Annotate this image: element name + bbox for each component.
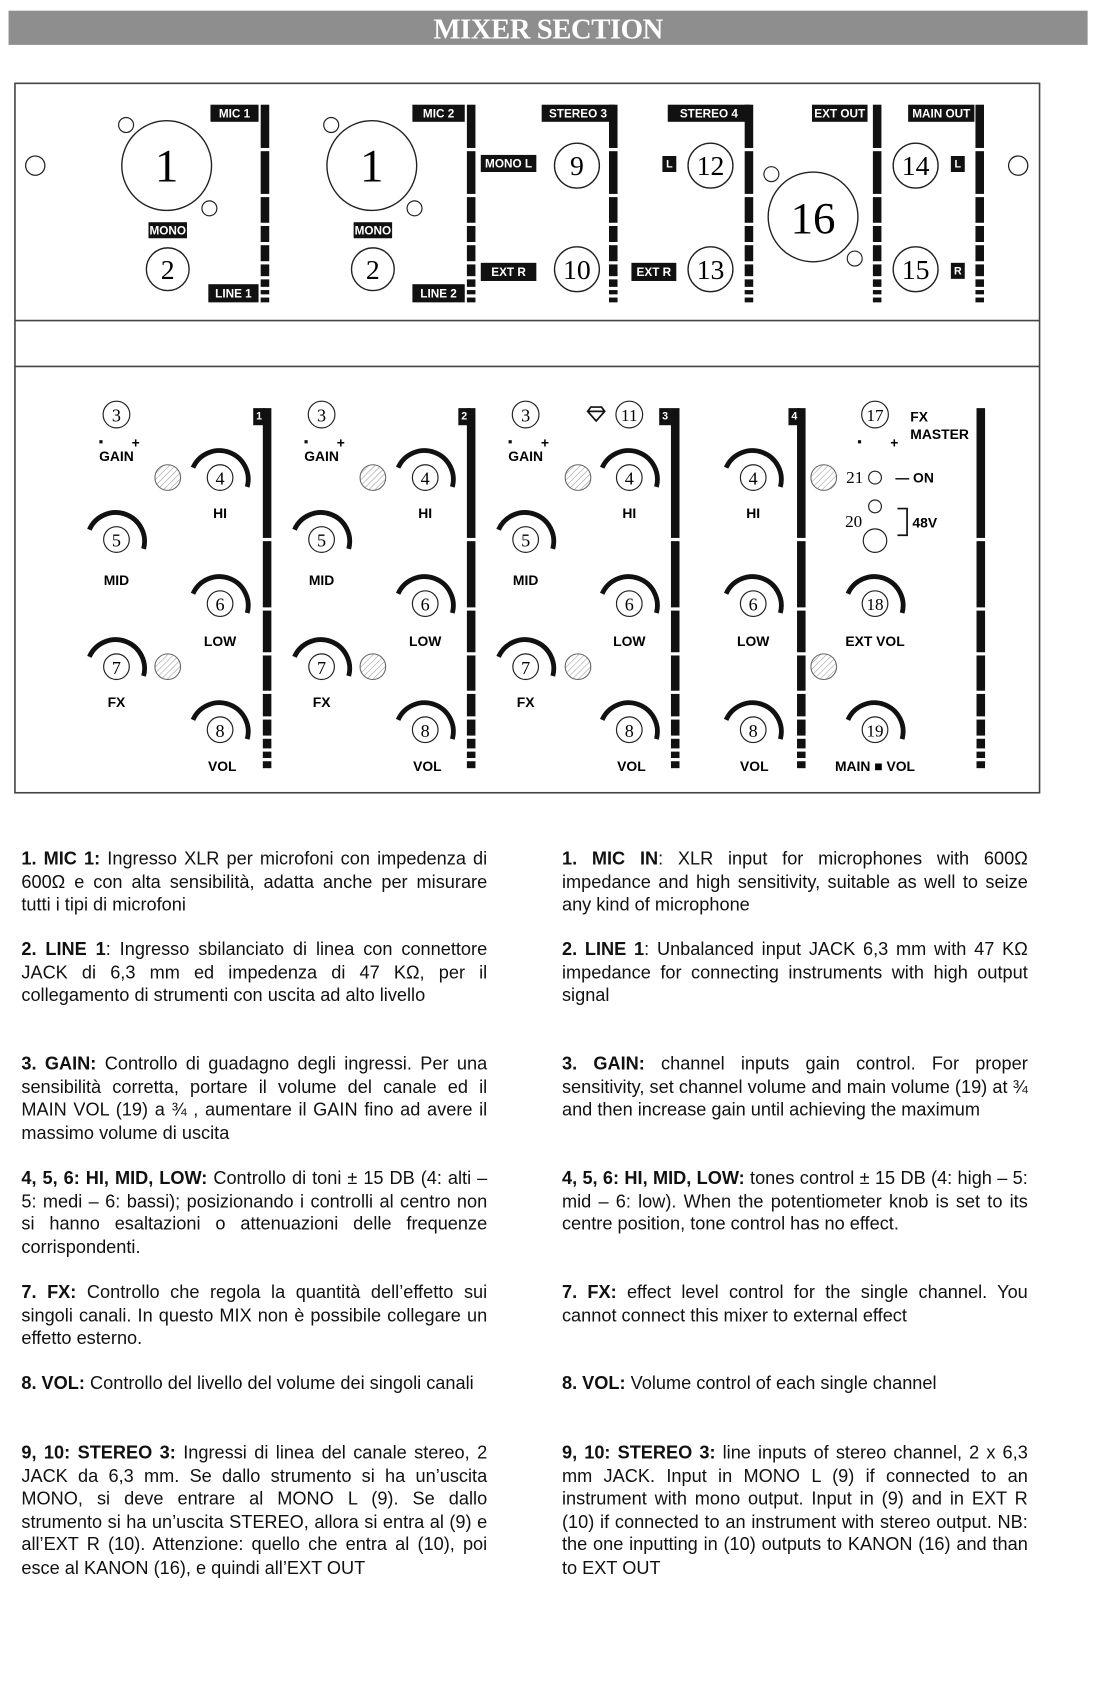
level-meter — [977, 408, 986, 768]
description-lead: 4, 5, 6: HI, MID, LOW: — [21, 1167, 208, 1189]
knob-number: 17 — [866, 406, 884, 426]
mounting-hole — [1009, 156, 1028, 175]
knob-number: 18 — [866, 595, 884, 615]
connector-number: 12 — [696, 151, 725, 183]
meter-segment — [609, 279, 618, 286]
meter-segment — [745, 279, 754, 286]
knob-number: 5 — [521, 530, 531, 551]
meter-segment — [975, 298, 984, 303]
meter-segment — [263, 752, 272, 758]
panel-label: MONO — [149, 224, 187, 238]
channel-number: 2 — [461, 410, 468, 423]
italian-description-5 — [21, 1281, 487, 1350]
italian-description-2 — [21, 938, 487, 1007]
meter-segment — [745, 151, 754, 194]
description-text: : Unbalanced input JACK 6,3 mm with 47 KΩ impedance for connecting instruments with high output signal — [561, 939, 1028, 1006]
meter-segment — [467, 694, 476, 716]
description-text: Ingresso XLR per microfoni con impedenza di 600Ω e con alta sensibilità, adatta anche per misurare tutti i tipi di microfoni — [21, 848, 488, 915]
meter-segment — [797, 752, 806, 758]
description-text: tones control ± 15 DB (4: high – 5: mid – 6: low). When the potentiometer knob is set to its centre position, tone control has no effect. — [561, 1167, 1028, 1235]
meter-segment — [671, 655, 680, 690]
meter-segment — [873, 279, 882, 286]
meter-segment — [797, 720, 806, 736]
meter-segment — [975, 264, 984, 276]
knob-number: 8 — [420, 720, 430, 741]
level-meter — [797, 408, 806, 768]
led-number: 20 — [845, 511, 863, 531]
description-lead: 9, 10: STEREO 3: — [21, 1442, 176, 1463]
panel-label: LINE 1 — [215, 287, 252, 301]
meter-segment — [977, 752, 986, 758]
meter-segment — [609, 151, 618, 194]
connector-number: 2 — [160, 254, 175, 286]
channel-number: 1 — [256, 410, 263, 423]
connector-number: 16 — [790, 192, 836, 243]
description-lead: 2. LINE 1 — [561, 939, 645, 960]
panel-label: MONO — [354, 224, 392, 238]
level-meter — [467, 408, 476, 768]
meter-segment — [975, 197, 984, 223]
panel-label: MIC 2 — [422, 107, 455, 121]
meter-segment — [797, 655, 806, 690]
knob-number: 8 — [215, 720, 225, 741]
meter-segment — [975, 105, 984, 148]
meter-segment — [977, 739, 986, 749]
control-label: VOL — [617, 758, 646, 775]
meter-segment — [745, 298, 754, 303]
connector-number: 13 — [696, 254, 725, 286]
meter-segment — [263, 655, 272, 690]
knob-number: 4 — [624, 468, 634, 489]
xlr-latch-hole — [324, 118, 339, 133]
phantom-bracket — [897, 509, 907, 536]
meter-segment — [873, 290, 882, 294]
meter-segment — [873, 226, 882, 242]
italian-description-1 — [21, 847, 487, 916]
meter-segment — [671, 761, 680, 768]
knob-number: 4 — [215, 468, 225, 489]
english-description-3 — [562, 1052, 1028, 1121]
description-text: Ingressi di linea del canale stereo, 2 JACK da 6,3 mm. Se dallo strumento si ha un’uscita MONO, si deve entrare al MONO L (9). Se dallo strumento si ha un’uscita STEREO, allora si entra al (9) e all’EXT R (10). Attenzione: quello che entra al (10), poi esce al KANON (16), e quindi all’EXT OUT — [21, 1442, 488, 1578]
connector-number: 2 — [365, 254, 380, 286]
meter-segment — [467, 655, 476, 690]
minus-mark — [304, 440, 307, 443]
connector-number: 1 — [154, 140, 179, 193]
level-meter — [671, 408, 680, 768]
description-text: Controllo del livello del volume dei singoli canali — [84, 1372, 474, 1394]
meter-segment — [671, 694, 680, 716]
meter-segment — [977, 611, 986, 653]
level-meter — [261, 105, 270, 303]
xlr-latch-hole — [202, 201, 217, 216]
meter-segment — [977, 541, 986, 607]
panel-label: MAIN OUT — [912, 107, 971, 121]
meter-segment — [467, 245, 476, 261]
english-description-1 — [562, 847, 1028, 916]
meter-segment — [609, 226, 618, 242]
meter-segment — [975, 226, 984, 242]
meter-segment — [263, 720, 272, 736]
minus-mark — [509, 440, 512, 443]
control-label: FX — [516, 693, 535, 710]
meter-segment — [261, 264, 270, 276]
meter-segment — [873, 245, 882, 261]
meter-segment — [467, 720, 476, 736]
meter-segment — [467, 611, 476, 653]
meter-segment — [873, 197, 882, 223]
meter-segment — [263, 611, 272, 653]
phantom-led — [869, 500, 882, 513]
phantom-switch — [863, 529, 887, 553]
meter-segment — [609, 197, 618, 223]
meter-segment — [975, 290, 984, 294]
meter-segment — [671, 611, 680, 653]
knob-number: 7 — [111, 657, 121, 678]
meter-segment — [671, 408, 680, 538]
control-label: FX — [107, 693, 126, 710]
english-description-4 — [562, 1167, 1028, 1236]
panel-label: L — [954, 158, 962, 171]
control-label: GAIN — [99, 448, 134, 465]
panel-label: EXT R — [636, 265, 672, 279]
knob-number: 5 — [317, 530, 327, 551]
english-description-5 — [562, 1281, 1028, 1327]
meter-segment — [797, 408, 806, 538]
description-lead: 8. VOL: — [561, 1372, 626, 1394]
meter-segment — [671, 720, 680, 736]
description-lead: 7. FX: — [21, 1282, 77, 1303]
fx-master-label: MASTER — [910, 425, 969, 442]
plus-mark: + — [890, 434, 899, 451]
meter-segment — [975, 151, 984, 194]
meter-segment — [261, 245, 270, 261]
meter-segment — [975, 245, 984, 261]
mixer-panel-diagram — [0, 0, 1094, 812]
meter-segment — [671, 752, 680, 758]
minus-mark — [858, 440, 861, 443]
italian-description-3 — [21, 1052, 487, 1144]
meter-segment — [745, 197, 754, 223]
knob-number: 6 — [420, 594, 430, 615]
on-led — [869, 471, 882, 484]
italian-description-7 — [21, 1441, 487, 1579]
control-label: GAIN — [304, 448, 339, 465]
meter-segment — [609, 264, 618, 276]
meter-segment — [671, 739, 680, 749]
description-lead: 1. MIC 1: — [21, 848, 101, 869]
knob-number: 6 — [748, 594, 758, 615]
english-description-6 — [562, 1372, 1028, 1395]
meter-segment — [467, 226, 476, 242]
meter-segment — [467, 541, 476, 607]
panel-label: STEREO 4 — [679, 107, 738, 121]
channel-number: 4 — [791, 410, 798, 423]
meter-segment — [977, 761, 986, 768]
knob-number: 3 — [317, 405, 327, 426]
led-indicator — [155, 465, 181, 491]
description-text: : XLR input for microphones with 600Ω impedance and high sensitivity, suitable as well to seize any kind of microphone — [561, 848, 1028, 915]
control-label: FX — [312, 693, 331, 710]
level-meter — [745, 105, 754, 303]
italian-description-4 — [21, 1167, 487, 1259]
knob-number: 19 — [866, 721, 884, 741]
knob-number: 7 — [521, 657, 531, 678]
panel-label: L — [666, 158, 673, 171]
led-indicator — [360, 465, 386, 491]
meter-segment — [467, 752, 476, 758]
meter-segment — [745, 264, 754, 276]
level-meter — [467, 105, 476, 303]
level-meter — [263, 408, 272, 768]
panel-label: STEREO 3 — [548, 107, 608, 121]
meter-segment — [263, 739, 272, 749]
meter-segment — [261, 151, 270, 194]
meter-segment — [261, 290, 270, 294]
xlr-latch-hole — [119, 118, 134, 133]
connector-number: 9 — [569, 151, 584, 183]
description-text: Controllo di guadagno degli ingressi. Per una sensibilità corretta, portare il volume del canale ed il MAIN VOL (19) a ¾ , aumentare il GAIN fino ad avere il massimo volume di uscita — [21, 1053, 488, 1143]
meter-segment — [467, 197, 476, 223]
italian-description-6 — [21, 1372, 487, 1395]
control-label: LOW — [409, 633, 442, 650]
control-label: MID — [103, 572, 130, 589]
description-lead: 9, 10: STEREO 3: — [561, 1442, 716, 1463]
control-label: EXT VOL — [845, 633, 905, 650]
control-label: VOL — [413, 758, 442, 775]
description-text: line inputs of stereo channel, 2 x 6,3 mm JACK. Input in MONO L (9) if connected to an instrument with mono output. Input in (9) and in EXT R (10) if connected to an instrument with stereo output. NB: the one inputting in (10) outputs to KANON (16) and than to EXT OUT — [561, 1442, 1028, 1578]
control-label: HI — [213, 504, 228, 521]
plus-mark: + — [540, 434, 549, 451]
meter-segment — [797, 761, 806, 768]
english-description-7 — [562, 1441, 1028, 1579]
knob-number: 5 — [111, 530, 121, 551]
channel-number: 3 — [662, 410, 669, 423]
meter-segment — [745, 226, 754, 242]
xlr-latch-hole — [407, 201, 422, 216]
led-indicator — [811, 654, 837, 680]
level-meter — [975, 105, 984, 303]
control-label: HI — [622, 504, 637, 521]
knob-number: 3 — [521, 405, 531, 426]
plus-mark: + — [131, 434, 140, 451]
xlr-latch-hole — [764, 167, 779, 182]
control-label: GAIN — [508, 448, 543, 465]
control-label: LOW — [203, 633, 237, 650]
knob-number: 8 — [748, 720, 758, 741]
description-lead: 8. VOL: — [21, 1372, 85, 1394]
panel-label: EXT R — [491, 265, 526, 279]
meter-segment — [467, 105, 476, 148]
control-label: MID — [308, 572, 335, 589]
phantom-label: 48V — [912, 514, 938, 531]
meter-segment — [609, 245, 618, 261]
led-indicator — [565, 465, 591, 491]
knob-number: 3 — [111, 405, 121, 426]
fx-master-label: FX — [910, 408, 929, 425]
control-label: MID — [512, 572, 539, 589]
meter-segment — [467, 279, 476, 286]
meter-segment — [261, 105, 270, 148]
connector-number: 1 — [360, 140, 384, 193]
meter-segment — [977, 408, 986, 538]
meter-segment — [797, 541, 806, 607]
description-lead: 3. GAIN: — [561, 1053, 645, 1074]
description-lead: 1. MIC IN — [561, 848, 659, 869]
meter-segment — [467, 761, 476, 768]
diamond-icon — [588, 407, 605, 421]
meter-segment — [873, 105, 882, 148]
description-text: channel inputs gain control. For proper sensitivity, set channel volume and main volume (19) at ¾ and then increase gain until achieving the maximum — [561, 1053, 1028, 1120]
panel-label: LINE 2 — [420, 287, 457, 301]
led-indicator — [360, 654, 386, 680]
control-label: HI — [746, 504, 761, 521]
knob-number: 4 — [420, 468, 430, 489]
led-number: 21 — [846, 468, 864, 488]
meter-segment — [467, 264, 476, 276]
connector-number: 14 — [901, 151, 930, 183]
control-label: LOW — [613, 633, 646, 650]
meter-segment — [975, 279, 984, 286]
meter-segment — [797, 694, 806, 716]
on-label: — ON — [895, 469, 934, 486]
description-lead: 2. LINE 1 — [21, 939, 106, 960]
knob-number: 8 — [624, 720, 634, 741]
description-text: : Ingresso sbilanciato di linea con connettore JACK di 6,3 mm ed impedenza di 47 KΩ, per il collegamento di strumenti con uscita ad alto livello — [21, 939, 488, 1006]
level-meter — [609, 105, 618, 303]
meter-segment — [467, 290, 476, 294]
meter-segment — [797, 739, 806, 749]
meter-segment — [745, 290, 754, 294]
description-lead: 3. GAIN: — [21, 1053, 97, 1074]
mounting-hole — [26, 156, 45, 175]
meter-segment — [873, 151, 882, 194]
description-text: effect level control for the single channel. You cannot connect this mixer to external effect — [561, 1282, 1028, 1326]
knob-number: 6 — [215, 594, 225, 615]
control-label: VOL — [740, 758, 769, 775]
control-label: LOW — [737, 633, 770, 650]
meter-segment — [263, 541, 272, 607]
knob-number: 11 — [621, 406, 638, 426]
panel-label: EXT OUT — [814, 107, 866, 121]
meter-segment — [263, 694, 272, 716]
meter-segment — [609, 298, 618, 303]
meter-segment — [745, 245, 754, 261]
connector-number: 10 — [563, 254, 591, 286]
panel-label: MIC 1 — [218, 107, 251, 121]
english-description-2 — [562, 938, 1028, 1007]
knob-number: 4 — [748, 468, 758, 489]
level-meter — [873, 105, 882, 303]
panel-label: MONO L — [485, 157, 533, 171]
meter-segment — [467, 298, 476, 303]
control-label: HI — [418, 504, 433, 521]
description-text: Controllo che regola la quantità dell’effetto sui singoli canali. In questo MIX non è possibile collegare un effetto esterno. — [21, 1282, 488, 1349]
control-label: VOL — [207, 758, 237, 775]
meter-segment — [467, 739, 476, 749]
meter-segment — [977, 720, 986, 736]
connector-number: 15 — [901, 254, 930, 286]
meter-segment — [261, 197, 270, 223]
control-label: MAIN ■ VOL — [834, 758, 916, 775]
knob-number: 6 — [624, 594, 634, 615]
knob-number: 7 — [317, 657, 327, 678]
meter-segment — [977, 694, 986, 716]
description-lead: 4, 5, 6: HI, MID, LOW: — [561, 1167, 745, 1189]
meter-segment — [261, 298, 270, 303]
meter-segment — [977, 655, 986, 690]
description-text: Volume control of each single channel — [625, 1372, 937, 1394]
meter-segment — [609, 290, 618, 294]
led-indicator — [155, 654, 181, 680]
meter-segment — [797, 611, 806, 653]
meter-segment — [467, 408, 476, 538]
description-text: Controllo di toni ± 15 DB (4: alti – 5: medi – 6: bassi); posizionando i controlli al centro non si hanno esaltazioni o attenuazioni delle frequenze corrispondenti. — [21, 1167, 488, 1258]
minus-mark — [99, 440, 102, 443]
led-indicator — [565, 654, 591, 680]
meter-segment — [261, 279, 270, 286]
meter-segment — [263, 761, 272, 768]
meter-segment — [261, 226, 270, 242]
led-indicator — [811, 465, 837, 491]
plus-mark: + — [336, 434, 345, 451]
meter-segment — [671, 541, 680, 607]
meter-segment — [467, 151, 476, 194]
xlr-latch-hole — [847, 251, 862, 266]
panel-label: R — [953, 265, 962, 278]
meter-segment — [873, 264, 882, 276]
description-lead: 7. FX: — [561, 1282, 617, 1303]
section-title: MIXER SECTION — [433, 12, 663, 45]
meter-segment — [873, 298, 882, 303]
meter-segment — [263, 408, 272, 538]
